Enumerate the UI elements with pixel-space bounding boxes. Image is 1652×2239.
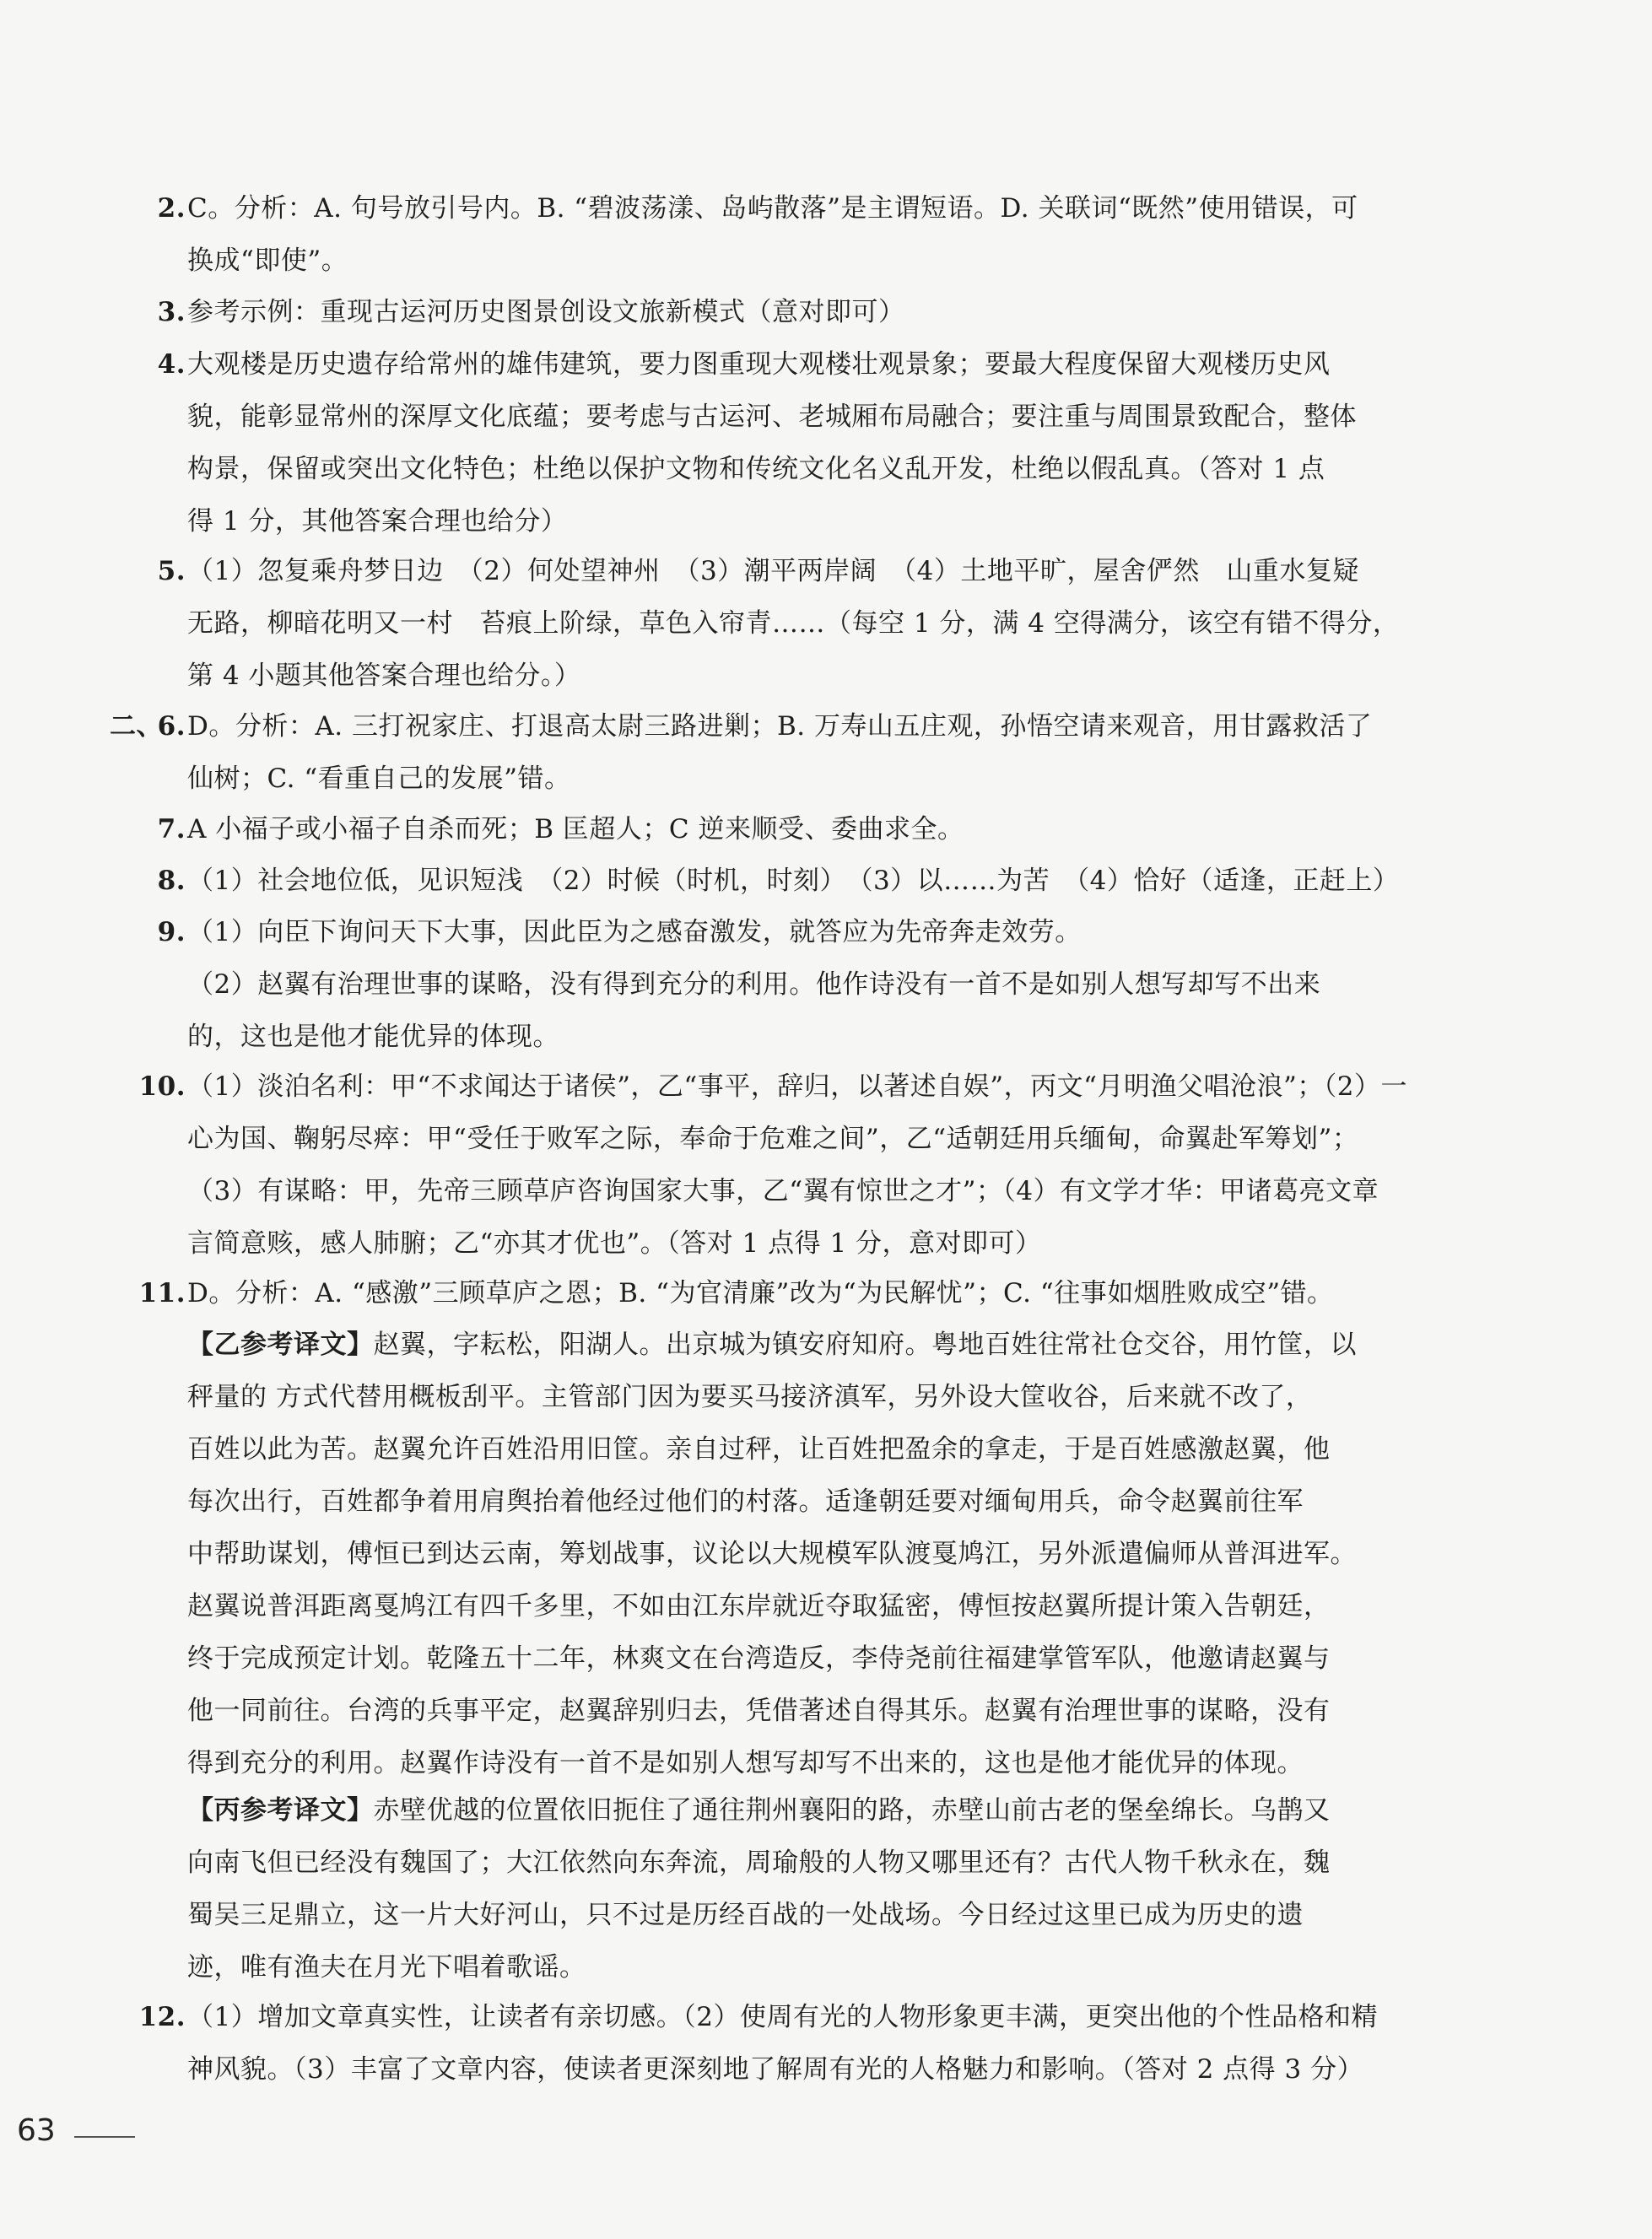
translation-line: 他一同前往。台湾的兵事平定，赵翼辞别归去，凭借著述自得其乐。赵翼有治理世事的谋略，没有 [187,1696,1331,1726]
item-line: （1）社会地位低，见识短浅 （2）时候（时机，时刻） （3）以……为苦 （4）恰好（适逢，正赶上） [187,866,1400,896]
item-line: 第 4 小题其他答案合理也给分。） [187,661,581,691]
translation-line: 百姓以此为苦。赵翼允许百姓沿用旧筐。亲自过秤，让百姓把盈余的拿走，于是百姓感激赵翼，他 [187,1434,1331,1465]
item-line: 得 1 分，其他答案合理也给分） [187,506,568,537]
answer-item-11 [138,1267,1407,1319]
translation-bing [187,1784,1407,1994]
translation-text: 赵翼，字耘松，阳湖人。出京城为镇安府知府。粤地百姓往常社仓交谷，用竹筐，以 [373,1330,1357,1360]
section-marker: 二、 [110,711,163,742]
translation-line: 向南飞但已经没有魏国了；大江依然向东奔流，周瑜般的人物又哪里还有？古代人物千秋永在，魏 [187,1848,1331,1878]
item-number: 10. [138,1071,186,1102]
item-number: 9. [157,917,186,947]
item-number: 11. [138,1278,186,1308]
page-number: 63 [17,2113,56,2148]
item-line: （2）赵翼有治理世事的谋略，没有得到充分的利用。他作诗没有一首不是如别人想写却写不出来 [187,969,1321,1000]
translation-line: 终于完成预定计划。乾隆五十二年，林爽文在台湾造反，李侍尧前往福建掌管军队，他邀请赵翼与 [187,1643,1331,1674]
item-number: 8. [157,866,186,896]
translation-tag: 【乙参考译文】 [187,1330,374,1360]
item-line: C。分析：A. 句号放引号内。B. “碧波荡漾、岛屿散落”是主谓短语。D. 关联词“既然”使用错误，可 [187,193,1358,224]
item-line: 心为国、鞠躬尽瘁：甲“受任于败军之际，奉命于危难之间”，乙“适朝廷用兵缅甸，命翼赴军筹划”； [187,1124,1359,1154]
item-number: 2. [157,193,186,224]
translation-line: 每次出行，百姓都争着用肩舆抬着他经过他们的村落。适逢朝廷要对缅甸用兵，命令赵翼前往军 [187,1486,1304,1517]
item-line: 的，这也是他才能优异的体现。 [187,1022,559,1052]
translation-line [187,1784,1407,1837]
translation-text: 赤壁优越的位置依旧扼住了通往荆州襄阳的路，赤壁山前古老的堡垒绵长。乌鹊又 [373,1795,1331,1826]
item-line: （1）向臣下询问天下大事，因此臣为之感奋激发，就答应为先帝奔走效劳。 [187,917,1082,947]
item-number: 3. [157,297,186,327]
item-number: 5. [157,556,186,586]
item-line: （1）忽复乘舟梦日边 （2）何处望神州 （3）潮平两岸阔 （4）土地平旷，屋舍俨然 山重水复疑 [187,556,1359,586]
item-number: 6. [157,711,186,742]
item-line: 神风貌。（3）丰富了文章内容，使读者更深刻地了解周有光的人格魅力和影响。（答对 2 点得 3 分） [187,2054,1364,2085]
item-line: A 小福子或小福子自杀而死；B 匡超人；C 逆来顺受、委曲求全。 [187,814,964,844]
answer-item-6 [110,700,1407,805]
translation-yi [187,1319,1407,1789]
item-line: （1）淡泊名利：甲“不求闻达于诸侯”，乙“事平，辞归，以著述自娱”，丙文“月明渔父唱沧浪”；（2）一 [187,1071,1408,1102]
item-number: 4. [157,349,186,380]
answer-item-4 [157,338,1407,548]
item-line: 大观楼是历史遗存给常州的雄伟建筑，要力图重现大观楼壮观景象；要最大程度保留大观楼历史风 [187,349,1331,380]
answer-item-2 [157,182,1407,287]
translation-line: 迹，唯有渔夫在月光下唱着歌谣。 [187,1952,586,1983]
answer-item-8 [157,855,1407,907]
translation-line: 赵翼说普洱距离戛鸠江有四千多里，不如由江东岸就近夺取猛密，傅恒按赵翼所提计策入告朝廷， [187,1591,1331,1621]
answer-item-7 [157,803,1407,855]
item-number: 7. [157,814,186,844]
footer-rule [74,2136,135,2138]
translation-line: 中帮助谋划，傅恒已到达云南，筹划战事，议论以大规模军队渡戛鸠江，另外派遣偏师从普洱进军。 [187,1539,1357,1569]
answer-item-10 [138,1060,1408,1270]
answer-item-5 [157,545,1407,702]
item-number: 12. [138,2002,186,2032]
item-line: 换成“即使”。 [187,245,348,276]
translation-tag: 【丙参考译文】 [187,1795,374,1826]
item-line: 构景，保留或突出文化特色；杜绝以保护文物和传统文化名义乱开发，杜绝以假乱真。（答对 1 点 [187,454,1325,484]
item-line: 无路，柳暗花明又一村 苔痕上阶绿，草色入帘青……（每空 1 分，满 4 空得满分，该空有错不得分， [187,608,1400,639]
item-line: 参考示例：重现古运河历史图景创设文旅新模式（意对即可） [187,297,905,327]
translation-line: 得到充分的利用。赵翼作诗没有一首不是如别人想写却写不出来的，这也是他才能优异的体现。 [187,1748,1304,1778]
item-line: 仙树；C. “看重自己的发展”错。 [187,763,571,794]
item-line: D。分析：A. “感激”三顾草庐之恩；B. “为官清廉”改为“为民解忧”；C. “往事如烟胜败成空”错。 [187,1278,1334,1308]
translation-line [187,1319,1407,1371]
translation-line: 蜀吴三足鼎立，这一片大好河山，只不过是历经百战的一处战场。今日经过这里已成为历史的遗 [187,1900,1304,1930]
item-line: 貌，能彰显常州的深厚文化底蕴；要考虑与古运河、老城厢布局融合；要注重与周围景致配合，整体 [187,402,1357,432]
item-line: 言简意赅，感人肺腑；乙“亦其才优也”。（答对 1 点得 1 分，意对即可） [187,1228,1042,1259]
answer-item-3 [157,286,1407,338]
answer-item-12 [138,1991,1407,2096]
item-line: D。分析：A. 三打祝家庄、打退高太尉三路进剿；B. 万寿山五庄观，孙悟空请来观音，用甘露救活了 [187,711,1373,742]
answer-item-9 [157,906,1407,1063]
item-line: （3）有谋略：甲，先帝三顾草庐咨询国家大事，乙“翼有惊世之才”；（4）有文学才华：甲诸葛亮文章 [187,1176,1379,1206]
item-line: （1）增加文章真实性，让读者有亲切感。（2）使周有光的人物形象更丰满，更突出他的个性品格和精 [187,2002,1378,2032]
translation-line: 秤量的 方式代替用概板刮平。主管部门因为要买马接济滇军，另外设大筐收谷，后来就不改了， [187,1382,1313,1412]
